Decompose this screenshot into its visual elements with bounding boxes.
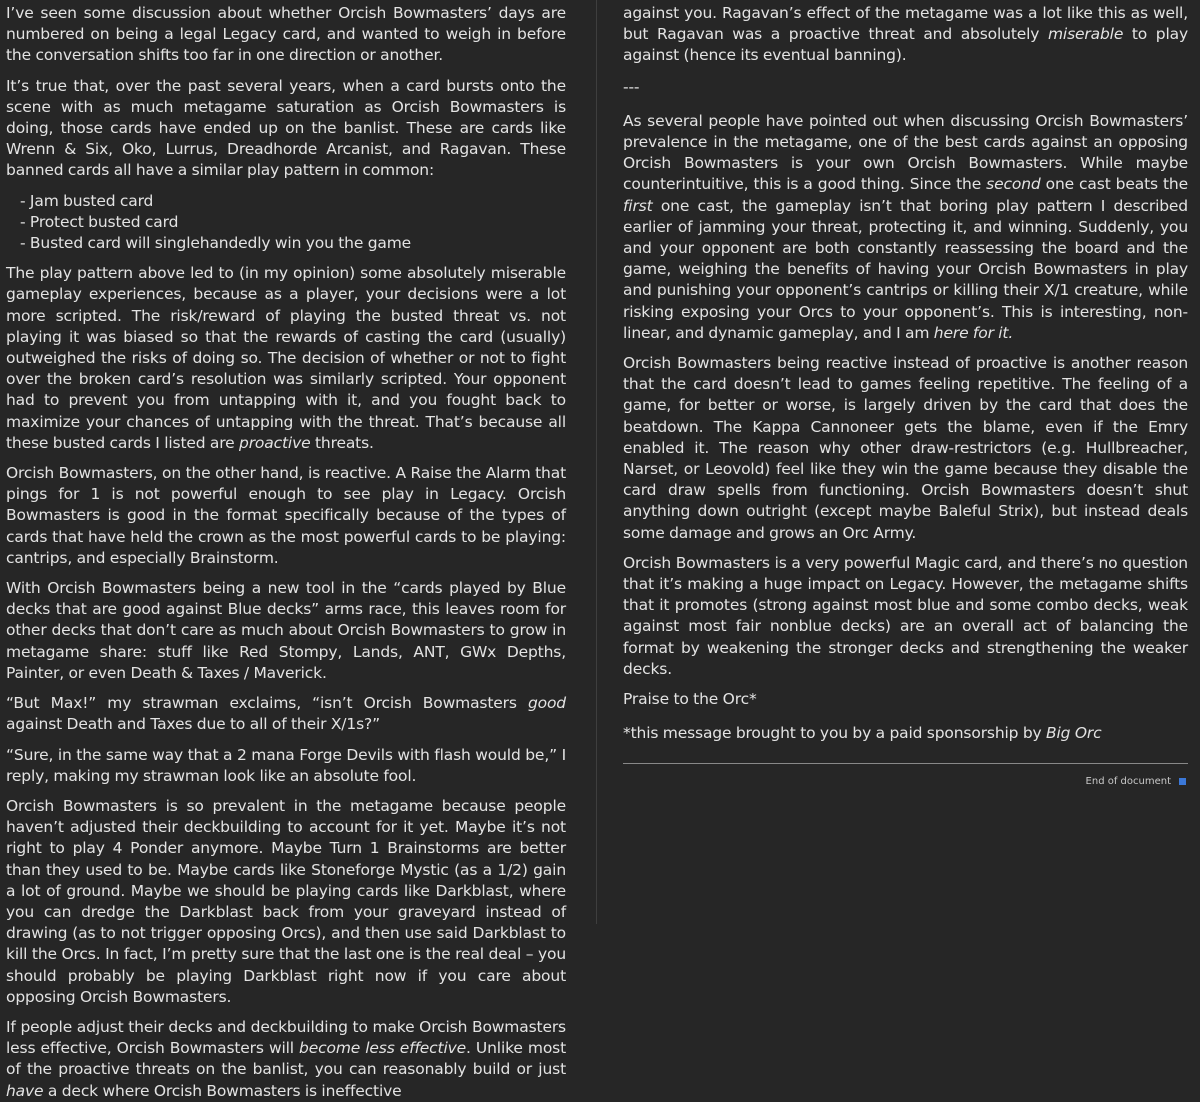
paragraph-not-repetitive: Orcish Bowmasters being reactive instead of proactive is another reason that the card doesn’t lead to games feeling repetitive. The feeling of a game, for better or worse, is largely driven by the card that does the beatdown. The Kappa Cannoneer gets the blame, even if the Emry enabled it. The reason why other draw-restrictors (e.g. Hullbreacher, Narset, or Leovold) feel like they win the game because they disable the card draw spells from functioning. Orcish Bowmasters doesn’t shut anything down outright (except maybe Baleful Strix), but instead deals some damage and grows an Orc Army. xyxy=(623,354,1188,542)
right-page xyxy=(599,0,1200,924)
page-divider xyxy=(596,0,597,924)
paragraph-strawman-question: “But Max!” my strawman exclaims, “isn’t Orcish Bowmasters good against Death and Taxes due to all of their X/1s?” xyxy=(6,694,566,734)
end-of-document-label: End of document xyxy=(1085,775,1171,787)
emphasis-proactive: proactive xyxy=(239,433,311,452)
emphasis-miserable: miserable xyxy=(1047,25,1124,44)
section-separator: --- xyxy=(623,77,640,96)
end-rule xyxy=(623,763,1188,764)
emphasis-second: second xyxy=(986,175,1041,194)
list-item: - Protect busted card xyxy=(20,212,179,231)
paragraph-arms-race: With Orcish Bowmasters being a new tool in the “cards played by Blue decks that are good against Blue decks” arms race, this leaves room for other decks that don’t care as much about Orcish Bowmasters to grow in metagame share: stuff like Red Stompy, Lands, ANT, GWx Depths, Painter, or even Death & Taxes / Maverick. xyxy=(6,579,566,682)
list-item: - Jam busted card xyxy=(20,191,154,210)
end-marker-icon xyxy=(1179,778,1186,785)
paragraph-adjust: If people adjust their decks and deckbuilding to make Orcish Bowmasters less effective, Orcish Bowmasters will become less effective. Unlike most of the proactive threats on the banlist, you can reasonably build or just have a deck where Orcish Bowmasters is ineffective xyxy=(6,1017,566,1100)
paragraph-banlist-history: It’s true that, over the past several years, when a card bursts onto the scene with as much metagame saturation as Orcish Bowmasters is doing, those cards have ended up on the banlist. These are cards like Wrenn & Six, Oko, Lurrus, Dreadhorde Arcanist, and Ragavan. These banned cards all have a similar play pattern in common: xyxy=(6,76,566,180)
paragraph-conclusion: Orcish Bowmasters is a very powerful Magic card, and there’s no question that it’s making a huge impact on Legacy. However, the metagame shifts that it promotes (strong against most blue and some combo decks, weak against most fair nonblue decks) are an overall act of balancing the format by weakening the stronger decks and strengthening the weaker decks. xyxy=(623,553,1188,678)
left-page xyxy=(0,0,590,1100)
list-item: - Busted card will singlehandedly win you the game xyxy=(20,234,412,253)
end-of-document xyxy=(623,776,1188,788)
paragraph-mirror: As several people have pointed out when discussing Orcish Bowmasters’ prevalence in the metagame, one of the best cards against an opposing Orcish Bowmasters is your own Orcish Bowmasters. While maybe counterintuitive, this is a good thing. Since the second one cast beats the first one cast, the gameplay isn’t that boring play pattern I described earlier of jamming your threat, protecting it, and winning. Suddenly, you and your opponent are both constantly reassessing the board and the game, weighing the benefits of having your Orcish Bowmasters in play and punishing your opponent’s cantrips or killing their X/1 creature, while risking exposing your Orcs to your opponent’s. This is interesting, non-linear, and dynamic gameplay, and I am here for it. xyxy=(623,111,1188,342)
emphasis-have: have xyxy=(6,1081,44,1100)
paragraph-ragavan: against you. Ragavan’s effect of the metagame was a lot like this as well, but Ragavan was a proactive threat and absolutely miserable to play against (hence its eventual banning). xyxy=(623,4,1189,65)
paragraph-praise: Praise to the Orc* xyxy=(623,690,757,709)
emphasis-first: first xyxy=(623,196,653,215)
paragraph-strawman-reply: “Sure, in the same way that a 2 mana Forge Devils with flash would be,” I reply, making my strawman look like an absolute fool. xyxy=(6,745,566,785)
emphasis-good: good xyxy=(527,694,566,713)
paragraph-reactive: Orcish Bowmasters, on the other hand, is reactive. A Raise the Alarm that pings for 1 is not powerful enough to see play in Legacy. Orcish Bowmasters is good in the format specifically because of the types of cards that have held the crown as the most powerful cards to be playing: cantrips, and especially Brainstorm. xyxy=(6,464,566,567)
paragraph-play-pattern: The play pattern above led to (in my opinion) some absolutely miserable gameplay experiences, because as a player, your decisions were a lot more scripted. The risk/reward of playing the busted threat vs. not playing it was biased so that the rewards of casting the card (usually) outweighed the risks of doing so. The decision of whether or not to fight over the broken card’s resolution was similarly scripted. Your opponent had to prevent you from untapping with it, and you fought back to maximize your chances of untapping with the threat. That’s because all these busted cards I listed are proactive threats. xyxy=(6,264,566,452)
emphasis-here-for-it: here for it. xyxy=(933,323,1014,342)
paragraph-intro: I’ve seen some discussion about whether Orcish Bowmasters’ days are numbered on being a legal Legacy card, and wanted to weigh in before the conversation shifts too far in one direction or another. xyxy=(6,4,566,65)
emphasis-become-less-effective: become less effective xyxy=(299,1039,467,1058)
paragraph-sponsorship: *this message brought to you by a paid sponsorship by Big Orc xyxy=(623,724,1102,743)
emphasis-big-orc: Big Orc xyxy=(1046,724,1102,743)
paragraph-deckbuilding: Orcish Bowmasters is so prevalent in the metagame because people haven’t adjusted their deckbuilding to account for it yet. Maybe it’s not right to play 4 Ponder anymore. Maybe Turn 1 Brainstorms are better than they used to be. Maybe cards like Stoneforge Mystic (as a 1/2) gain a lot of ground. Maybe we should be playing cards like Darkblast, where you can dredge the Darkblast back from your graveyard instead of drawing (as to not trigger opposing Orcs), and then use said Darkblast to kill the Orcs. In fact, I’m pretty sure that the last one is the real deal – you should probably be playing Darkblast right now if you care about opposing Orcish Bowmasters. xyxy=(6,796,566,1006)
